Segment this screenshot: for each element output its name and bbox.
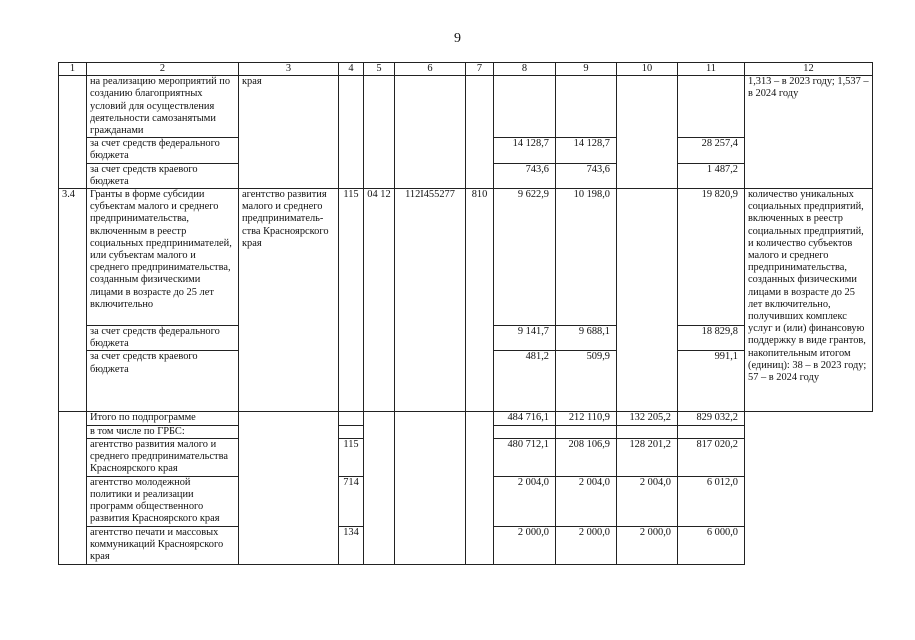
agency-cell: агентство развития малого и среднего предприниматель-ства Красноярского края [239, 189, 339, 412]
value-cell: 2 000,0 [494, 526, 556, 564]
cell [395, 412, 466, 564]
value-cell: 208 106,9 [556, 438, 617, 476]
cell [617, 189, 678, 412]
agency-cell: края [239, 76, 339, 189]
cell [494, 76, 556, 138]
header-cell: 9 [556, 63, 617, 76]
value-cell: 991,1 [678, 351, 745, 412]
result-cell: количество уникальных социальных предприятий, включенных в реестр социальных предприятий, и количество субъектов малого и среднего предпринимательства, созданных физическими лицами в возрасте до 25 лет включительно, получивших комплекс услуг и (или) финансовую поддержку в виде грантов, накопительным итогом (единиц): 38 – в 2023 году; 57 – в 2024 году [745, 189, 873, 412]
value-cell: 6 000,0 [678, 526, 745, 564]
value-cell: 1 487,2 [678, 163, 745, 188]
header-cell: 4 [339, 63, 364, 76]
value-cell: 9 688,1 [556, 326, 617, 351]
row-name-cell: агентство развития малого и среднего предпринимательства Красноярского края [87, 438, 239, 476]
cell [678, 76, 745, 138]
value-cell: 212 110,9 [556, 412, 617, 425]
budget-table [58, 62, 873, 565]
value-cell: 2 004,0 [494, 476, 556, 526]
value-cell: 480 712,1 [494, 438, 556, 476]
value-cell: 6 012,0 [678, 476, 745, 526]
cell [466, 412, 494, 564]
cell [617, 425, 678, 438]
row-name-cell: на реализацию мероприятий по созданию благоприятных условий для осуществления деятельности самозанятыми гражданами [87, 76, 239, 138]
table-row [59, 76, 873, 138]
cell [339, 412, 364, 425]
value-cell: 18 829,8 [678, 326, 745, 351]
value-cell: 2 004,0 [617, 476, 678, 526]
value-cell: 484 716,1 [494, 412, 556, 425]
row-name-cell: за счет средств краевого бюджета [87, 163, 239, 188]
code-cell: 04 12 [364, 189, 395, 412]
code-cell: 115 [339, 189, 364, 412]
code-cell: 810 [466, 189, 494, 412]
value-cell: 14 128,7 [494, 138, 556, 163]
header-cell: 8 [494, 63, 556, 76]
value-cell: 743,6 [556, 163, 617, 188]
value-cell: 2 000,0 [617, 526, 678, 564]
cell [617, 76, 678, 189]
row-name-cell: за счет средств краевого бюджета [87, 351, 239, 412]
header-cell: 10 [617, 63, 678, 76]
page-number: 9 [454, 31, 461, 46]
row-number-cell: 3.4 [59, 189, 87, 412]
header-cell: 3 [239, 63, 339, 76]
value-cell: 28 257,4 [678, 138, 745, 163]
value-cell: 132 205,2 [617, 412, 678, 425]
cell [239, 412, 339, 564]
header-cell: 6 [395, 63, 466, 76]
row-number-cell [59, 76, 87, 189]
value-cell: 817 020,2 [678, 438, 745, 476]
value-cell: 9 141,7 [494, 326, 556, 351]
code-cell: 134 [339, 526, 364, 564]
value-cell: 14 128,7 [556, 138, 617, 163]
result-cell: 1,313 – в 2023 году; 1,537 – в 2024 году [745, 76, 873, 189]
header-cell: 5 [364, 63, 395, 76]
header-cell: 12 [745, 63, 873, 76]
cell [339, 425, 364, 438]
cell [395, 76, 466, 189]
header-row [59, 63, 873, 76]
cell [678, 425, 745, 438]
value-cell: 743,6 [494, 163, 556, 188]
row-name-cell: Гранты в форме субсидии субъектам малого и среднего предпринимательства, включенным в реестр социальных предпринимателей, или субъектам малого и среднего предпринимательства, созданным физическими лицами в возрасте до 25 лет включительно [87, 189, 239, 326]
cell [556, 76, 617, 138]
value-cell: 2 004,0 [556, 476, 617, 526]
row-name-cell: агентство молодежной политики и реализации программ общественного развития Красноярского края [87, 476, 239, 526]
value-cell: 829 032,2 [678, 412, 745, 425]
cell [556, 425, 617, 438]
value-cell: 481,2 [494, 351, 556, 412]
header-cell: 1 [59, 63, 87, 76]
header-cell: 7 [466, 63, 494, 76]
row-name-cell: за счет средств федерального бюджета [87, 326, 239, 351]
value-cell: 509,9 [556, 351, 617, 412]
value-cell: 128 201,2 [617, 438, 678, 476]
value-cell: 19 820,9 [678, 189, 745, 326]
cell [339, 76, 364, 189]
cell [494, 425, 556, 438]
value-cell: 10 198,0 [556, 189, 617, 326]
table-row [59, 412, 873, 425]
code-cell: 115 [339, 438, 364, 476]
value-cell: 9 622,9 [494, 189, 556, 326]
code-cell: 112I455277 [395, 189, 466, 412]
cell [364, 412, 395, 564]
row-name-cell: агентство печати и массовых коммуникаций Красноярского края [87, 526, 239, 564]
value-cell: 2 000,0 [556, 526, 617, 564]
code-cell: 714 [339, 476, 364, 526]
cell [59, 412, 87, 564]
row-name-cell: Итого по подпрограмме [87, 412, 239, 425]
header-cell: 2 [87, 63, 239, 76]
cell [364, 76, 395, 189]
cell [466, 76, 494, 189]
cell [745, 412, 873, 564]
header-cell: 11 [678, 63, 745, 76]
row-name-cell: в том числе по ГРБС: [87, 425, 239, 438]
row-name-cell: за счет средств федерального бюджета [87, 138, 239, 163]
table-row [59, 189, 873, 326]
